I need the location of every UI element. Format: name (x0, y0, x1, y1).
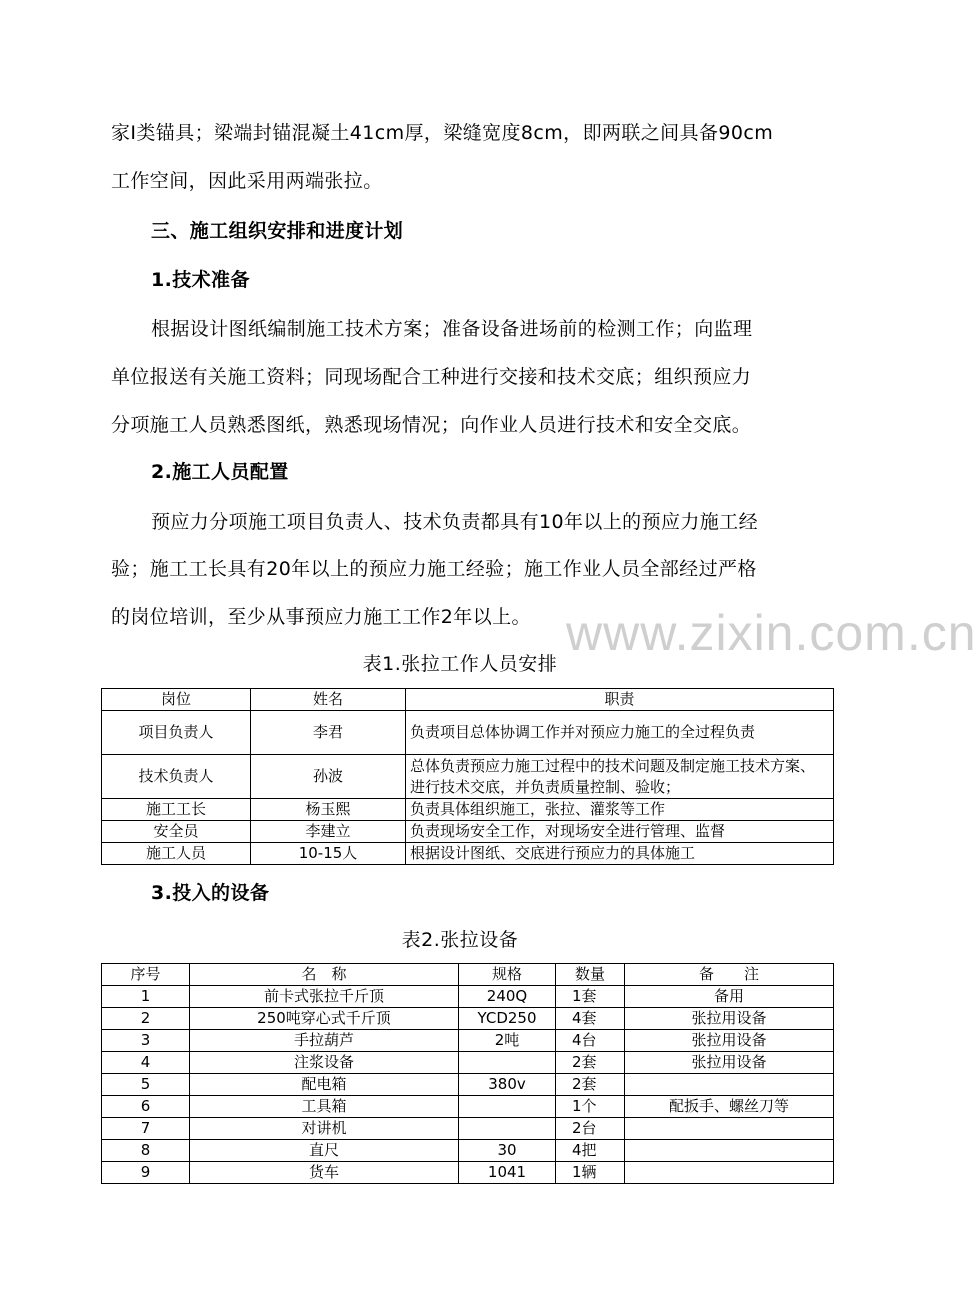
table-row (102, 821, 834, 843)
paragraph-line: 验；施工工长具有20年以上的预应力施工经验；施工作业人员全部经过严格 (111, 558, 757, 580)
table-cell: 施工人员 (102, 843, 251, 865)
table-cell (625, 1074, 834, 1096)
paragraph-line: 工作空间，因此采用两端张拉。 (111, 170, 383, 192)
table-cell: 杨玉熙 (251, 799, 406, 821)
table-cell: 张拉用设备 (625, 1030, 834, 1052)
table-row (102, 1096, 834, 1118)
paragraph-line: 预应力分项施工项目负责人、技术负责都具有10年以上的预应力施工经 (151, 511, 758, 533)
paragraph-line: 家Ⅰ类锚具；梁端封锚混凝土41cm厚，梁缝宽度8cm，即两联之间具备90cm (111, 122, 774, 144)
table-row (102, 1118, 834, 1140)
table-header-cell: 备 注 (625, 964, 834, 986)
table-header-cell: 序号 (102, 964, 190, 986)
table-cell: 根据设计图纸、交底进行预应力的具体施工 (406, 843, 834, 865)
table-cell: 1套 (556, 986, 625, 1008)
section-heading: 三、施工组织安排和进度计划 (151, 220, 404, 242)
table-cell: 9 (102, 1162, 190, 1184)
table-cell: 240Q (459, 986, 556, 1008)
table-header-cell: 名 称 (190, 964, 459, 986)
table-cell: 10-15人 (251, 843, 406, 865)
table-cell: 备用 (625, 986, 834, 1008)
table-header-cell: 岗位 (102, 689, 251, 711)
table-cell: 2套 (556, 1052, 625, 1074)
table-cell: 4把 (556, 1140, 625, 1162)
table-cell: 3 (102, 1030, 190, 1052)
paragraph-line: 单位报送有关施工资料；同现场配合工种进行交接和技术交底；组织预应力 (111, 366, 752, 388)
table-cell: 380v (459, 1074, 556, 1096)
table-cell: 2吨 (459, 1030, 556, 1052)
table-cell: 前卡式张拉千斤顶 (190, 986, 459, 1008)
table-cell: 李君 (251, 711, 406, 755)
table-cell: 5 (102, 1074, 190, 1096)
table-header-cell: 职责 (406, 689, 834, 711)
table-cell: 安全员 (102, 821, 251, 843)
table-cell: 货车 (190, 1162, 459, 1184)
table-cell (459, 1118, 556, 1140)
staff-table (101, 688, 834, 865)
table-cell: 负责现场安全工作，对现场安全进行管理、监督 (406, 821, 834, 843)
table-cell (459, 1052, 556, 1074)
table-cell (459, 1096, 556, 1118)
table-cell (625, 1162, 834, 1184)
table-cell: 负责项目总体协调工作并对预应力施工的全过程负责 (406, 711, 834, 755)
subsection-heading: 3.投入的设备 (151, 882, 270, 904)
table-cell: YCD250 (459, 1008, 556, 1030)
table-header-cell: 姓名 (251, 689, 406, 711)
table-cell: 1 (102, 986, 190, 1008)
table-cell: 对讲机 (190, 1118, 459, 1140)
table-cell: 技术负责人 (102, 755, 251, 799)
watermark: www.zixin.com.cn (566, 605, 977, 661)
table-cell: 张拉用设备 (625, 1008, 834, 1030)
table-cell: 4 (102, 1052, 190, 1074)
table-cell: 配扳手、螺丝刀等 (625, 1096, 834, 1118)
table1-caption: 表1.张拉工作人员安排 (362, 653, 558, 675)
table-row (102, 1052, 834, 1074)
table-cell: 手拉葫芦 (190, 1030, 459, 1052)
table-cell: 李建立 (251, 821, 406, 843)
table-row (102, 1008, 834, 1030)
table-cell: 施工工长 (102, 799, 251, 821)
table-cell: 总体负责预应力施工过程中的技术问题及制定施工技术方案、进行技术交底，并负责质量控制、验收； (406, 755, 834, 799)
table-row (102, 1074, 834, 1096)
table-cell: 30 (459, 1140, 556, 1162)
table-cell: 负责具体组织施工，张拉、灌浆等工作 (406, 799, 834, 821)
subsection-heading: 1.技术准备 (151, 269, 250, 291)
table-header-row (102, 964, 834, 986)
table-cell (625, 1140, 834, 1162)
subsection-heading: 2.施工人员配置 (151, 461, 289, 483)
table-row (102, 799, 834, 821)
paragraph-line: 分项施工人员熟悉图纸，熟悉现场情况；向作业人员进行技术和安全交底。 (111, 414, 752, 436)
table-cell: 2 (102, 1008, 190, 1030)
table-row (102, 1140, 834, 1162)
table-cell: 4台 (556, 1030, 625, 1052)
table-cell: 孙波 (251, 755, 406, 799)
table-cell: 4套 (556, 1008, 625, 1030)
table-cell: 项目负责人 (102, 711, 251, 755)
table-row (102, 843, 834, 865)
table-cell: 直尺 (190, 1140, 459, 1162)
table2-caption: 表2.张拉设备 (401, 929, 519, 951)
equipment-table (101, 963, 834, 1184)
table-cell: 2套 (556, 1074, 625, 1096)
table-row (102, 711, 834, 755)
table-cell: 配电箱 (190, 1074, 459, 1096)
table-cell: 注浆设备 (190, 1052, 459, 1074)
table-cell: 工具箱 (190, 1096, 459, 1118)
table-cell: 1辆 (556, 1162, 625, 1184)
table-header-cell: 规格 (459, 964, 556, 986)
table-row (102, 1030, 834, 1052)
table-row (102, 1162, 834, 1184)
table-header-cell: 数量 (556, 964, 625, 986)
table-cell: 1041 (459, 1162, 556, 1184)
paragraph-line: 的岗位培训，至少从事预应力施工工作2年以上。 (111, 606, 531, 628)
table-cell: 6 (102, 1096, 190, 1118)
table-cell: 8 (102, 1140, 190, 1162)
table-row (102, 755, 834, 799)
table-cell: 张拉用设备 (625, 1052, 834, 1074)
table-cell: 2台 (556, 1118, 625, 1140)
table-header-row (102, 689, 834, 711)
paragraph-line: 根据设计图纸编制施工技术方案；准备设备进场前的检测工作；向监理 (151, 318, 753, 340)
table-cell (625, 1118, 834, 1140)
table-cell: 250吨穿心式千斤顶 (190, 1008, 459, 1030)
table-row (102, 986, 834, 1008)
table-cell: 1个 (556, 1096, 625, 1118)
table-cell: 7 (102, 1118, 190, 1140)
